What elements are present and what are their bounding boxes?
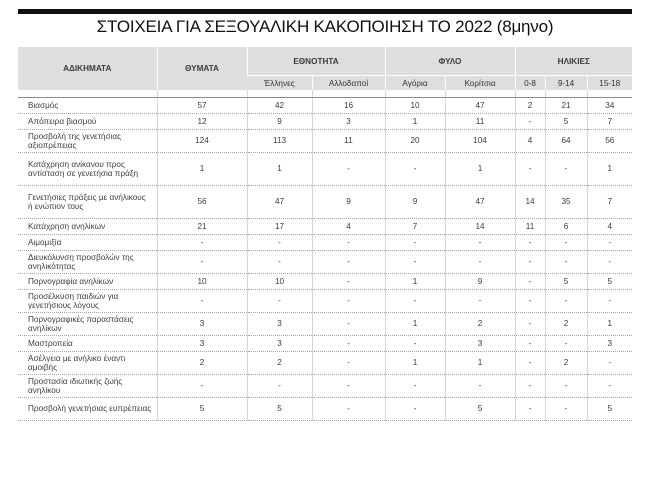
greeks-cell: - <box>247 235 312 251</box>
victims-cell: 5 <box>157 398 247 421</box>
girls-cell: - <box>445 235 515 251</box>
age-15-18-cell: - <box>587 251 632 274</box>
girls-cell: 14 <box>445 219 515 235</box>
greeks-cell: 113 <box>247 130 312 153</box>
header-ages: ΗΛΙΚΙΕΣ <box>515 47 632 76</box>
victims-cell: - <box>157 251 247 274</box>
age-15-18-cell: - <box>587 352 632 375</box>
age-9-14-cell: - <box>545 375 587 398</box>
header-age-9-14: 9-14 <box>545 76 587 91</box>
girls-cell: - <box>445 290 515 313</box>
victims-cell: 10 <box>157 274 247 290</box>
crime-name: Προσβολή της γενετήσιας αξιοπρέπειας <box>18 130 157 153</box>
age-9-14-cell: - <box>545 251 587 274</box>
age-0-8-cell: - <box>515 352 545 375</box>
age-9-14-cell: - <box>545 398 587 421</box>
age-9-14-cell: - <box>545 336 587 352</box>
girls-cell: 5 <box>445 398 515 421</box>
victims-cell: 2 <box>157 352 247 375</box>
girls-cell: 11 <box>445 114 515 130</box>
age-15-18-cell: 7 <box>587 186 632 219</box>
spacer-cell <box>587 90 632 98</box>
header-crimes: ΑΔΙΚΗΜΑΤΑ <box>18 47 157 90</box>
crime-name: Προσβολή γενετήσιας ευπρέπειας <box>18 398 157 421</box>
foreigners-cell: - <box>312 235 385 251</box>
greeks-cell: - <box>247 251 312 274</box>
age-9-14-cell: - <box>545 290 587 313</box>
table-row <box>18 235 632 251</box>
table-row <box>18 313 632 336</box>
statistics-table <box>18 47 632 421</box>
age-15-18-cell: 1 <box>587 153 632 186</box>
foreigners-cell: - <box>312 336 385 352</box>
age-0-8-cell: - <box>515 153 545 186</box>
age-0-8-cell: - <box>515 398 545 421</box>
age-15-18-cell: 56 <box>587 130 632 153</box>
boys-cell: - <box>385 375 445 398</box>
age-0-8-cell: - <box>515 114 545 130</box>
age-0-8-cell: 14 <box>515 186 545 219</box>
girls-cell: 1 <box>445 352 515 375</box>
crime-name: Μαστροπεία <box>18 336 157 352</box>
foreigners-cell: - <box>312 313 385 336</box>
foreigners-cell: 11 <box>312 130 385 153</box>
header-nationality: ΕΘΝΟΤΗΤΑ <box>247 47 385 76</box>
table-row <box>18 130 632 153</box>
header-foreigners: Αλλοδαποί <box>312 76 385 91</box>
boys-cell: 10 <box>385 98 445 114</box>
boys-cell: 1 <box>385 274 445 290</box>
girls-cell: 3 <box>445 336 515 352</box>
greeks-cell: 1 <box>247 153 312 186</box>
header-girls: Κορίτσια <box>445 76 515 91</box>
victims-cell: 56 <box>157 186 247 219</box>
age-9-14-cell: 21 <box>545 98 587 114</box>
victims-cell: 21 <box>157 219 247 235</box>
victims-cell: 3 <box>157 313 247 336</box>
spacer-cell <box>157 90 247 98</box>
title-rule <box>18 9 632 14</box>
age-9-14-cell: 5 <box>545 114 587 130</box>
boys-cell: 7 <box>385 219 445 235</box>
victims-cell: 1 <box>157 153 247 186</box>
header-greeks: Έλληνες <box>247 76 312 91</box>
age-15-18-cell: - <box>587 375 632 398</box>
crime-name: Πορνογραφικές παραστάσεις ανηλίκων <box>18 313 157 336</box>
age-9-14-cell: 6 <box>545 219 587 235</box>
girls-cell: 47 <box>445 98 515 114</box>
victims-cell: - <box>157 235 247 251</box>
foreigners-cell: - <box>312 352 385 375</box>
greeks-cell: 9 <box>247 114 312 130</box>
victims-cell: 57 <box>157 98 247 114</box>
age-0-8-cell: - <box>515 313 545 336</box>
foreigners-cell: - <box>312 274 385 290</box>
table-row <box>18 186 632 219</box>
crime-name: Πορνογραφία ανηλίκων <box>18 274 157 290</box>
foreigners-cell: 9 <box>312 186 385 219</box>
table-row <box>18 290 632 313</box>
age-9-14-cell: - <box>545 235 587 251</box>
header-age-0-8: 0-8 <box>515 76 545 91</box>
spacer-cell <box>312 90 385 98</box>
boys-cell: - <box>385 398 445 421</box>
girls-cell: 2 <box>445 313 515 336</box>
spacer-cell <box>18 90 157 98</box>
age-9-14-cell: - <box>545 153 587 186</box>
table-row <box>18 153 632 186</box>
age-9-14-cell: 5 <box>545 274 587 290</box>
foreigners-cell: 3 <box>312 114 385 130</box>
boys-cell: 9 <box>385 186 445 219</box>
girls-cell: 1 <box>445 153 515 186</box>
boys-cell: - <box>385 153 445 186</box>
age-0-8-cell: - <box>515 336 545 352</box>
table-row <box>18 375 632 398</box>
girls-cell: 9 <box>445 274 515 290</box>
foreigners-cell: - <box>312 251 385 274</box>
foreigners-cell: - <box>312 375 385 398</box>
boys-cell: - <box>385 251 445 274</box>
victims-cell: 12 <box>157 114 247 130</box>
table-row <box>18 398 632 421</box>
crime-name: Κατάχρηση ανηλίκων <box>18 219 157 235</box>
crime-name: Προστασία ιδιωτικής ζωής ανηλίκου <box>18 375 157 398</box>
age-0-8-cell: - <box>515 375 545 398</box>
crime-name: Προσέλκυση παιδιών για γενετήσιους λόγους <box>18 290 157 313</box>
age-9-14-cell: 64 <box>545 130 587 153</box>
girls-cell: 47 <box>445 186 515 219</box>
girls-cell: - <box>445 251 515 274</box>
boys-cell: - <box>385 336 445 352</box>
age-15-18-cell: 7 <box>587 114 632 130</box>
table-row <box>18 274 632 290</box>
age-15-18-cell: 1 <box>587 313 632 336</box>
greeks-cell: 42 <box>247 98 312 114</box>
boys-cell: 1 <box>385 114 445 130</box>
crime-name: Απόπειρα βιασμού <box>18 114 157 130</box>
table-row <box>18 219 632 235</box>
header-age-15-18: 15-18 <box>587 76 632 91</box>
greeks-cell: - <box>247 290 312 313</box>
age-9-14-cell: 2 <box>545 352 587 375</box>
table-row <box>18 251 632 274</box>
age-0-8-cell: - <box>515 251 545 274</box>
boys-cell: - <box>385 290 445 313</box>
greeks-cell: 3 <box>247 313 312 336</box>
age-15-18-cell: - <box>587 235 632 251</box>
greeks-cell: 2 <box>247 352 312 375</box>
age-9-14-cell: 2 <box>545 313 587 336</box>
spacer-cell <box>515 90 545 98</box>
boys-cell: 1 <box>385 352 445 375</box>
spacer-cell <box>385 90 445 98</box>
age-15-18-cell: - <box>587 290 632 313</box>
age-9-14-cell: 35 <box>545 186 587 219</box>
girls-cell: - <box>445 375 515 398</box>
greeks-cell: 10 <box>247 274 312 290</box>
age-0-8-cell: 4 <box>515 130 545 153</box>
victims-cell: 3 <box>157 336 247 352</box>
header-gender: ΦΥΛΟ <box>385 47 515 76</box>
table-row <box>18 352 632 375</box>
spacer-cell <box>445 90 515 98</box>
boys-cell: 1 <box>385 313 445 336</box>
greeks-cell: 5 <box>247 398 312 421</box>
header-spacer-row <box>18 90 632 98</box>
header-victims: ΘΥΜΑΤΑ <box>157 47 247 90</box>
greeks-cell: 3 <box>247 336 312 352</box>
foreigners-cell: - <box>312 398 385 421</box>
table-row <box>18 114 632 130</box>
victims-cell: - <box>157 375 247 398</box>
foreigners-cell: 16 <box>312 98 385 114</box>
age-0-8-cell: - <box>515 290 545 313</box>
greeks-cell: 47 <box>247 186 312 219</box>
header-boys: Αγόρια <box>385 76 445 91</box>
age-0-8-cell: - <box>515 274 545 290</box>
spacer-cell <box>247 90 312 98</box>
crime-name: Διευκόλυνση προσβολών της ανηλικότητας <box>18 251 157 274</box>
age-15-18-cell: 3 <box>587 336 632 352</box>
age-0-8-cell: 2 <box>515 98 545 114</box>
age-0-8-cell: 11 <box>515 219 545 235</box>
age-15-18-cell: 4 <box>587 219 632 235</box>
page-title: ΣΤΟΙΧΕΙΑ ΓΙΑ ΣΕΞΟΥΑΛΙΚΗ ΚΑΚΟΠΟΙΗΣΗ ΤΟ 2022 (8μηνο) <box>96 17 554 36</box>
victims-cell: 124 <box>157 130 247 153</box>
spacer-cell <box>545 90 587 98</box>
crime-name: Βιασμός <box>18 98 157 114</box>
girls-cell: 104 <box>445 130 515 153</box>
table-row <box>18 336 632 352</box>
foreigners-cell: - <box>312 290 385 313</box>
foreigners-cell: 4 <box>312 219 385 235</box>
crime-name: Ασέλγεια με ανήλικο έναντι αμοιβής <box>18 352 157 375</box>
greeks-cell: - <box>247 375 312 398</box>
greeks-cell: 17 <box>247 219 312 235</box>
age-15-18-cell: 5 <box>587 398 632 421</box>
boys-cell: 20 <box>385 130 445 153</box>
age-0-8-cell: - <box>515 235 545 251</box>
boys-cell: - <box>385 235 445 251</box>
crime-name: Γενετήσιες πράξεις με ανήλικους ή ενώπιον τους <box>18 186 157 219</box>
crime-name: Αιμομιξία <box>18 235 157 251</box>
foreigners-cell: - <box>312 153 385 186</box>
table-row <box>18 98 632 114</box>
age-15-18-cell: 5 <box>587 274 632 290</box>
age-15-18-cell: 34 <box>587 98 632 114</box>
crime-name: Κατάχρηση ανίκανου προς αντίσταση σε γενετήσια πράξη <box>18 153 157 186</box>
victims-cell: - <box>157 290 247 313</box>
